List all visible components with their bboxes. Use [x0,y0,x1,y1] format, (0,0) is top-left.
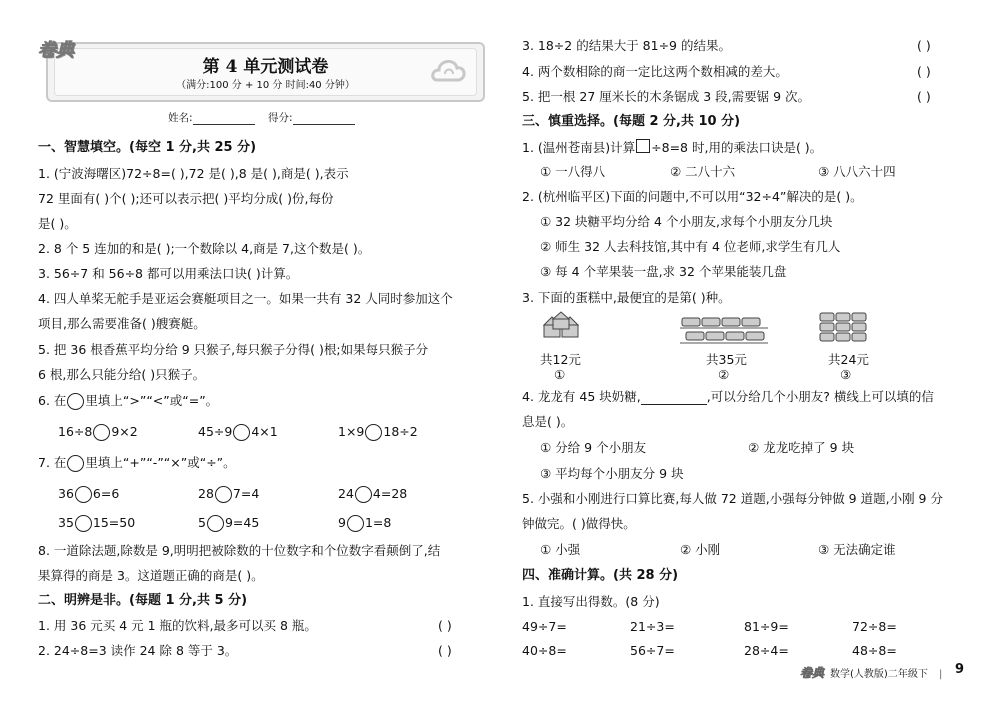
answer-circle-icon [233,424,250,441]
name-field[interactable] [168,110,255,125]
calc-item[interactable]: 21÷3= [630,619,675,634]
s1-q8-line2: 果算得的商是 3。这道题正确的商是( )。 [38,568,264,583]
calc-item[interactable]: 48÷8= [852,643,897,658]
score-field[interactable] [268,110,355,125]
answer-circle-icon [207,515,224,532]
s1-q1-line2: 72 里面有( )个( );还可以表示把( )平均分成( )份,每份 [38,191,334,206]
answer-circle-icon [365,424,382,441]
s3-q5-line2: 钟做完。( )做得快。 [522,516,636,531]
s3-q4-line2: 息是( )。 [522,414,574,429]
calc-item[interactable]: 72÷8= [852,619,897,634]
s3-q5-option[interactable]: ① 小强 [540,542,581,557]
calc-item[interactable]: 56÷7= [630,643,675,658]
s1-q6-item[interactable]: 16÷8 9×2 [58,424,138,439]
page-number: 9 [955,662,965,677]
s1-q1-line1: 1. (宁波海曙区)72÷8=( ),72 是( ),8 是( ),商是( ),表示 [38,166,349,181]
section-3-heading: 三、慎重选择。(每题 2 分,共 10 分) [522,114,741,129]
calc-item[interactable]: 40÷8= [522,643,567,658]
page-title: 第 4 单元测试卷 [202,57,329,77]
blank-square-icon [636,139,650,153]
s1-q4-line1: 4. 四人单桨无舵手是亚运会赛艇项目之一。如果一共有 32 人同时参加这个 [38,291,453,306]
cake-price: 共12元 [540,352,581,367]
s3-q4-option[interactable]: ③ 平均每个小朋友分 9 块 [540,466,684,481]
s1-q7-item[interactable]: 35 15=50 [58,515,136,530]
cake-group-1-icon [542,311,582,341]
blank-circle-icon [67,393,84,410]
cake-option-mark[interactable]: ② [718,367,730,382]
name-label: 姓名: [168,112,193,124]
s3-q3: 3. 下面的蛋糕中,最便宜的是第( )种。 [522,290,731,305]
cake-group-3-icon [818,311,868,345]
s1-q7-item[interactable]: 28 7=4 [198,486,260,501]
s1-q7-item[interactable]: 36 6=6 [58,486,120,501]
answer-circle-icon [75,486,92,503]
s2-q4: 4. 两个数相除的商一定比这两个数相减的差大。 [522,64,788,79]
s3-q4-option[interactable]: ① 分给 9 个小朋友 [540,440,647,455]
s3-q5-line1: 5. 小强和小刚进行口算比赛,每人做 72 道题,小强每分钟做 9 道题,小刚 9 分 [522,491,943,506]
answer-paren[interactable]: ( ) [917,38,931,53]
s1-q3: 3. 56÷7 和 56÷8 都可以用乘法口诀( )计算。 [38,266,299,281]
s4-q1: 1. 直接写出得数。(8 分) [522,594,660,609]
answer-circle-icon [93,424,110,441]
calc-item[interactable]: 81÷9= [744,619,789,634]
answer-circle-icon [75,515,92,532]
s3-q5-option[interactable]: ③ 无法确定谁 [818,542,896,557]
s1-q7-item[interactable]: 9 1=8 [338,515,392,530]
s2-q1: 1. 用 36 元买 4 元 1 瓶的饮料,最多可以买 8 瓶。 [38,618,317,633]
page-footer [800,664,942,681]
s1-q7-instruction: 7. 在 里填上“+”“-”“×”或“÷”。 [38,455,236,470]
calc-item[interactable]: 49÷7= [522,619,567,634]
s3-q1: 1. (温州苍南县)计算 ÷8=8 时,用的乘法口诀是( )。 [522,140,823,155]
cake-price: 共24元 [828,352,869,367]
footer-logo: 卷典 [800,666,825,680]
answer-paren[interactable]: ( ) [438,643,452,658]
s3-q1-option[interactable]: ③ 八八六十四 [818,164,896,179]
s2-q3: 3. 18÷2 的结果大于 81÷9 的结果。 [522,38,731,53]
answer-circle-icon [347,515,364,532]
s3-q1-option[interactable]: ① 一八得八 [540,164,606,179]
footer-text: 数学(人教版)二年级下 [830,669,928,680]
s1-q6-item[interactable]: 1×9 18÷2 [338,424,418,439]
score-label: 得分: [268,112,293,124]
answer-paren[interactable]: ( ) [917,64,931,79]
blank-circle-icon [67,455,84,472]
s1-q5-line2: 6 根,那么只能分给( )只猴子。 [38,367,206,382]
answer-circle-icon [355,486,372,503]
calc-item[interactable]: 28÷4= [744,643,789,658]
footer-separator: | [939,669,943,680]
s2-q2: 2. 24÷8=3 读作 24 除 8 等于 3。 [38,643,238,658]
s3-q4-option[interactable]: ② 龙龙吃掉了 9 块 [748,440,855,455]
s3-q4-line1: 4. 龙龙有 45 块奶糖, ,可以分给几个小朋友? 横线上可以填的信 [522,389,934,404]
s3-q1-option[interactable]: ② 二八十六 [670,164,736,179]
answer-circle-icon [215,486,232,503]
brand-logo: 卷典 [38,40,74,61]
s2-q5: 5. 把一根 27 厘米长的木条锯成 3 段,需要锯 9 次。 [522,89,811,104]
cake-option-mark[interactable]: ③ [840,367,852,382]
s3-q2-option[interactable]: ② 师生 32 人去科技馆,其中有 4 位老师,求学生有几人 [540,239,841,254]
cake-price: 共35元 [706,352,747,367]
s1-q6-item[interactable]: 45÷9 4×1 [198,424,278,439]
s1-q7-item[interactable]: 24 4=28 [338,486,408,501]
answer-paren[interactable]: ( ) [438,618,452,633]
answer-paren[interactable]: ( ) [917,89,931,104]
page-subtitle: （满分:100 分 + 10 分 时间:40 分钟） [176,80,355,91]
s3-q5-option[interactable]: ② 小刚 [680,542,721,557]
s1-q2: 2. 8 个 5 连加的和是( );一个数除以 4,商是 7,这个数是( )。 [38,241,371,256]
fill-blank [641,392,707,405]
s1-q7-item[interactable]: 5 9=45 [198,515,260,530]
s1-q5-line1: 5. 把 36 根香蕉平均分给 9 只猴子,每只猴子分得( )根;如果每只猴子分 [38,342,429,357]
cake-group-2-icon [680,314,770,346]
s3-q2-option[interactable]: ③ 每 4 个苹果装一盘,求 32 个苹果能装几盘 [540,264,787,279]
section-2-heading: 二、明辨是非。(每题 1 分,共 5 分) [38,593,248,608]
s1-q6-instruction: 6. 在 里填上“>”“<”或“=”。 [38,393,219,408]
s3-q2: 2. (杭州临平区)下面的问题中,不可以用“32÷4”解决的是( )。 [522,189,863,204]
s1-q1-line3: 是( )。 [38,216,77,231]
cake-option-mark[interactable]: ① [554,367,566,382]
s3-q2-option[interactable]: ① 32 块糖平均分给 4 个小朋友,求每个小朋友分几块 [540,214,833,229]
s1-q8-line1: 8. 一道除法题,除数是 9,明明把被除数的十位数字和个位数字看颠倒了,结 [38,543,441,558]
section-4-heading: 四、准确计算。(共 28 分) [522,568,679,583]
section-1-heading: 一、智慧填空。(每空 1 分,共 25 分) [38,140,257,155]
s1-q4-line2: 项目,那么需要准备( )艘赛艇。 [38,316,206,331]
